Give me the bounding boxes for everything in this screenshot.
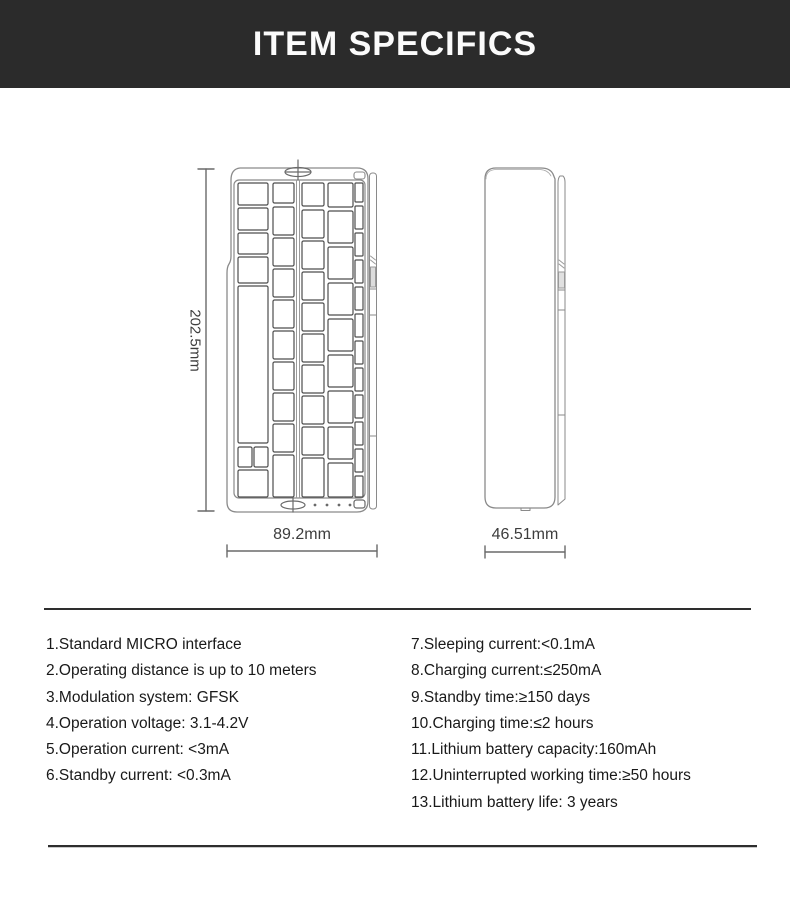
front-width-dimension-label: 89.2mm: [273, 526, 331, 543]
specs-left-column: [46, 632, 317, 790]
indicator-leds: [314, 504, 352, 507]
side-foot: [521, 508, 530, 511]
spec-item-6: 6.Standby current: <0.3mA: [46, 767, 231, 785]
specs-right-column: [411, 632, 691, 816]
spec-item-13: 13.Lithium battery life: 3 years: [411, 793, 618, 811]
front-height-dimension-label: 202.5mm: [186, 309, 204, 372]
spec-item-5: 5.Operation current: <3mA: [46, 741, 230, 759]
divider-bottom: [48, 845, 757, 848]
spec-item-4: 4.Operation voltage: 3.1-4.2V: [46, 714, 249, 732]
spec-item-2: 2.Operating distance is up to 10 meters: [46, 662, 317, 680]
spec-item-1: 1.Standard MICRO interface: [46, 636, 242, 653]
power-button: [354, 500, 365, 508]
spec-item-9: 9.Standby time:≥150 days: [411, 688, 591, 706]
spec-item-3: 3.Modulation system: GFSK: [46, 688, 239, 706]
bottom-hinge: [281, 498, 305, 512]
spec-item-11: 11.Lithium battery capacity:160mAh: [411, 741, 657, 759]
spec-item-7: 7.Sleeping current:<0.1mA: [411, 636, 595, 653]
dimension-diagram: [0, 88, 790, 585]
status-led-window: [354, 172, 365, 179]
divider-top: [44, 608, 751, 610]
header-banner: [0, 0, 790, 88]
front-width-dimension-line: [227, 545, 377, 557]
spec-item-12: 12.Uninterrupted working time:≥50 hours: [411, 767, 691, 785]
side-width-dimension-label: 46.51mm: [491, 526, 559, 543]
spec-item-10: 10.Charging time:≤2 hours: [411, 714, 594, 732]
key-outlines: [238, 183, 363, 497]
spec-item-8: 8.Charging current:≤250mA: [411, 662, 602, 680]
keyboard-side-drawing: [485, 168, 565, 511]
side-width-dimension-line: [485, 546, 565, 558]
keyboard-technical-drawing: [0, 88, 790, 585]
keyboard-front-drawing: [227, 160, 377, 512]
top-hinge: [285, 160, 311, 180]
page-title: ITEM SPECIFICS: [252, 24, 538, 63]
